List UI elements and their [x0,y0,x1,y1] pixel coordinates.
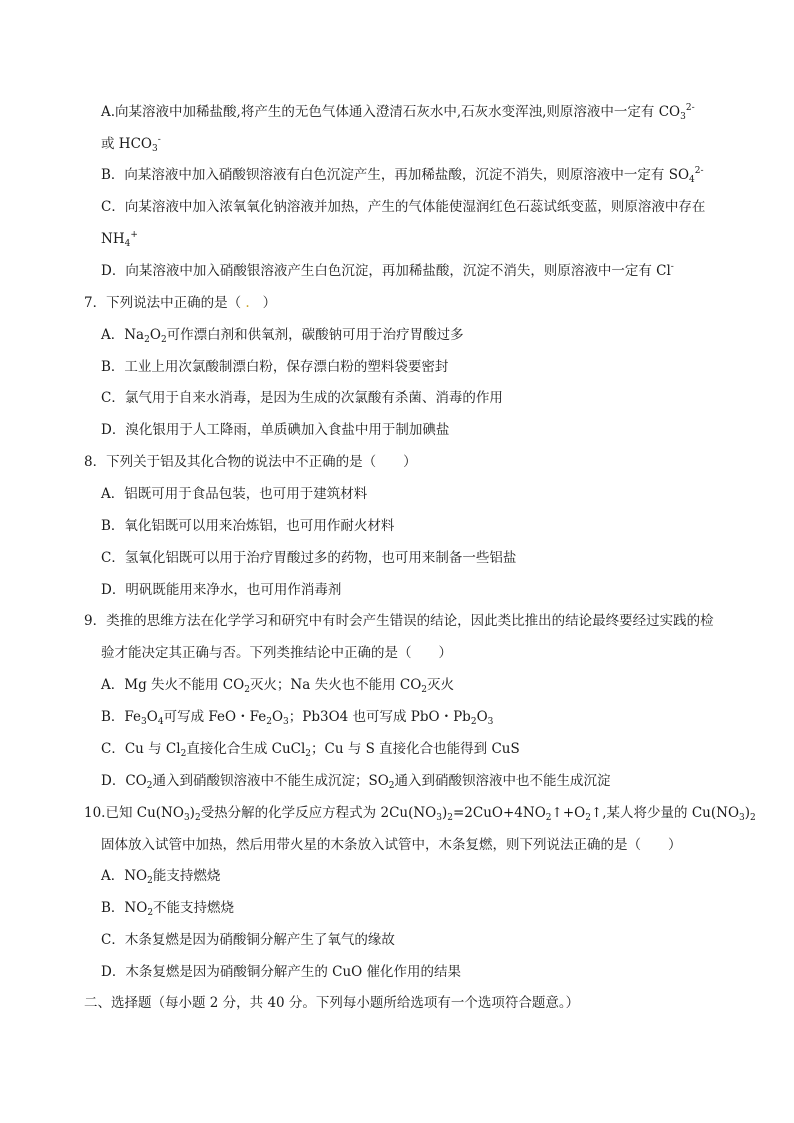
q7-option-a: A．$Na_2O_2$可作漂白剂和供氧剂，碳酸钠可用于治疗胃酸过多 [101,327,464,345]
q9-option-c: C．Cu 与 $Cl_2$直接化合生成 CuCl$_2$；Cu 与 S 直接化合也能得到 CuS [101,741,520,759]
option-a-line-1: A.向某溶液中加稀盐酸,将产生的无色气体通入澄清石灰水中,石灰水变浑浊,则原溶液中一定有 $CO_3^{2-}$ [101,103,695,122]
q7-option-d: D．溴化银用于人工降雨，单质碘加入食盐中用于制加碘盐 [101,422,450,438]
option-b: B．向某溶液中加入硝酸钡溶液有白色沉淀产生，再加稀盐酸，沉淀不消失，则原溶液中一定有 $SO_4^{2-}$ [101,166,704,185]
q10-option-c: C．木条复燃是因为硝酸铜分解产生了氧气的缘故 [101,932,395,948]
q10-option-b: B．$NO_2$不能支持燃烧 [101,900,235,918]
q8-stem: 8．下列关于铝及其化合物的说法中不正确的是（ ） [84,454,417,470]
q9-stem-line-2: 验才能决定其正确与否。下列类推结论中正确的是（ ） [101,645,452,661]
q7-dot-mark: . [245,295,250,311]
option-d: D．向某溶液中加入硝酸银溶液产生白色沉淀，再加稀盐酸，沉淀不消失，则原溶液中一定有 Cl- [101,262,674,279]
q9-stem-line-1: 9．类推的思维方法在化学学习和研究中有时会产生错误的结论，因此类比推出的结论最终要经过实践的检 [84,613,714,629]
q8-option-a: A．铝既可用于食品包装，也可用于建筑材料 [101,486,368,502]
q9-option-b: B．$Fe_3O_4$可写成 FeO・$Fe_2O_3$；Pb3O4 也可写成 PbO・$Pb_2O_3$ [101,709,494,727]
q10-stem-line-1: 10.已知 $Cu(NO_3)_2$受热分解的化学反应方程式为 $2Cu(NO_3)_2=2CuO+4NO_2↑+O_2↑$,某人将少量的 $Cu(NO_3)_2$ [84,805,756,823]
q8-option-b: B．氧化铝既可以用来冶炼铝，也可用作耐火材料 [101,518,395,534]
q7-option-c: C．氯气用于自来水消毒，是因为生成的次氯酸有杀菌、消毒的作用 [101,390,503,406]
q7-option-b: B．工业上用次氯酸制漂白粉，保存漂白粉的塑料袋要密封 [101,359,449,375]
q9-option-a: A．Mg 失火不能用 $CO_2$灭火；Na 失火也不能用 $CO_2$灭火 [101,677,455,695]
q8-option-d: D．明矾既能用来净水，也可用作消毒剂 [101,582,342,598]
q10-option-d: D．木条复燃是因为硝酸铜分解产生的 CuO 催化作用的结果 [101,964,461,980]
q7-stem: 7．下列说法中正确的是（ . ） [84,295,277,311]
option-a-line-2: 或 $HCO_3^-$ [101,135,161,154]
option-c-line-2: $NH_4^+$ [101,230,138,249]
q10-option-a: A．$NO_2$能支持燃烧 [101,868,221,886]
option-c-line-1: C．向某溶液中加入浓氧氧化钠溶液并加热，产生的气体能使湿润红色石蕊试纸变蓝，则原溶液中存在 [101,199,706,215]
section-2-heading: 二、选择题（每小题 2 分，共 40 分。下列每小题所给选项有一个选项符合题意。） [84,995,580,1011]
q9-option-d: D．$CO_2$通入到硝酸钡溶液中不能生成沉淀；$SO_2$通入到硝酸钡溶液中也不能生成沉淀 [101,773,611,791]
q8-option-c: C．氢氧化铝既可以用于治疗胃酸过多的药物，也可用来制备一些铝盐 [101,550,517,566]
q10-stem-line-2: 固体放入试管中加热，然后用带火星的木条放入试管中，木条复燃，则下列说法正确的是（ ） [101,837,682,853]
